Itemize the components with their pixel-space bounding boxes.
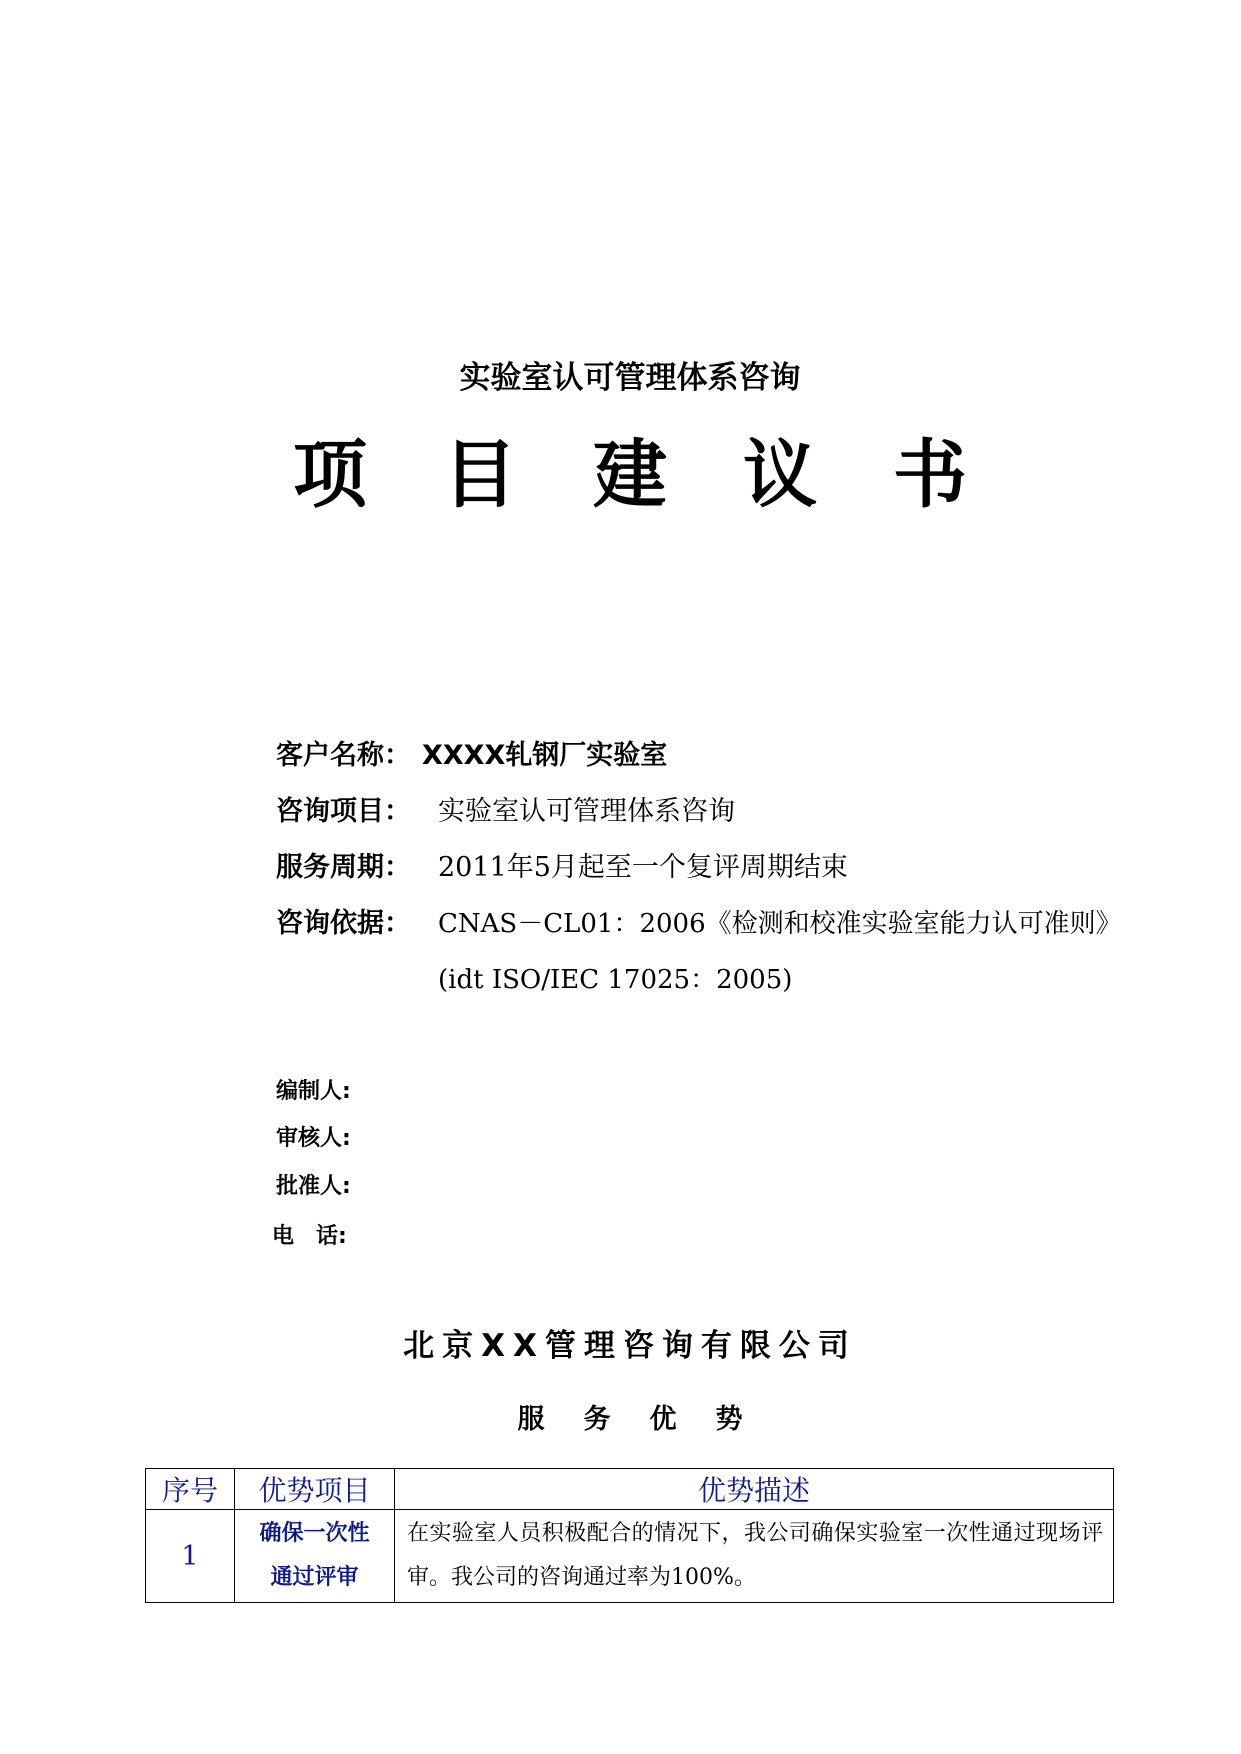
project-label: 咨询项目： [276, 796, 411, 827]
basis-value-standard: (idt ISO/IEC 17025：2005) [438, 965, 793, 995]
project-value: 实验室认可管理体系咨询 [438, 796, 735, 827]
section-title [0, 1402, 1241, 1438]
basis-label: 咨询依据： [276, 908, 411, 939]
section-title-char: 务 [583, 1404, 611, 1435]
client-label: 客户名称： [276, 740, 411, 771]
title-char: 建 [593, 432, 667, 518]
section-title-char: 优 [649, 1404, 677, 1435]
row-num: 1 [146, 1510, 235, 1603]
header-desc: 优势描述 [395, 1469, 1114, 1510]
title-char: 议 [743, 432, 817, 518]
title-char: 书 [893, 432, 967, 518]
title-char: 项 [293, 432, 367, 518]
title-char: 目 [443, 432, 517, 518]
section-title-char: 势 [715, 1404, 743, 1435]
cover-title [0, 430, 1241, 520]
table-header-row [146, 1469, 1114, 1510]
header-item: 优势项目 [235, 1469, 395, 1510]
section-title-char: 服 [517, 1404, 545, 1435]
row-item-line: 通过评审 [270, 1565, 359, 1590]
row-item-line: 确保一次性 [259, 1521, 370, 1546]
reviewer-label: 审核人: [276, 1126, 351, 1151]
phone-label: 电 话: [272, 1224, 347, 1249]
header-num: 序号 [146, 1469, 235, 1510]
row-desc: 在实验室人员积极配合的情况下，我公司确保实验室一次性通过现场评审。我公司的咨询通过率为100%。 [395, 1510, 1114, 1603]
row-item [235, 1510, 395, 1603]
period-value: 2011年5月起至一个复评周期结束 [438, 852, 848, 883]
advantages-table [145, 1468, 1114, 1603]
basis-value: CNAS－CL01：2006《检测和校准实验室能力认可准则》 [438, 909, 1122, 939]
client-value: XXXX轧钢厂实验室 [422, 740, 668, 771]
cover-subtitle: 实验室认可管理体系咨询 [459, 360, 801, 396]
approver-label: 批准人: [276, 1174, 351, 1199]
table-row [146, 1510, 1114, 1603]
period-label: 服务周期： [276, 852, 411, 883]
company-name: 北京XX管理咨询有限公司 [403, 1328, 857, 1364]
compiler-label: 编制人: [276, 1079, 351, 1104]
